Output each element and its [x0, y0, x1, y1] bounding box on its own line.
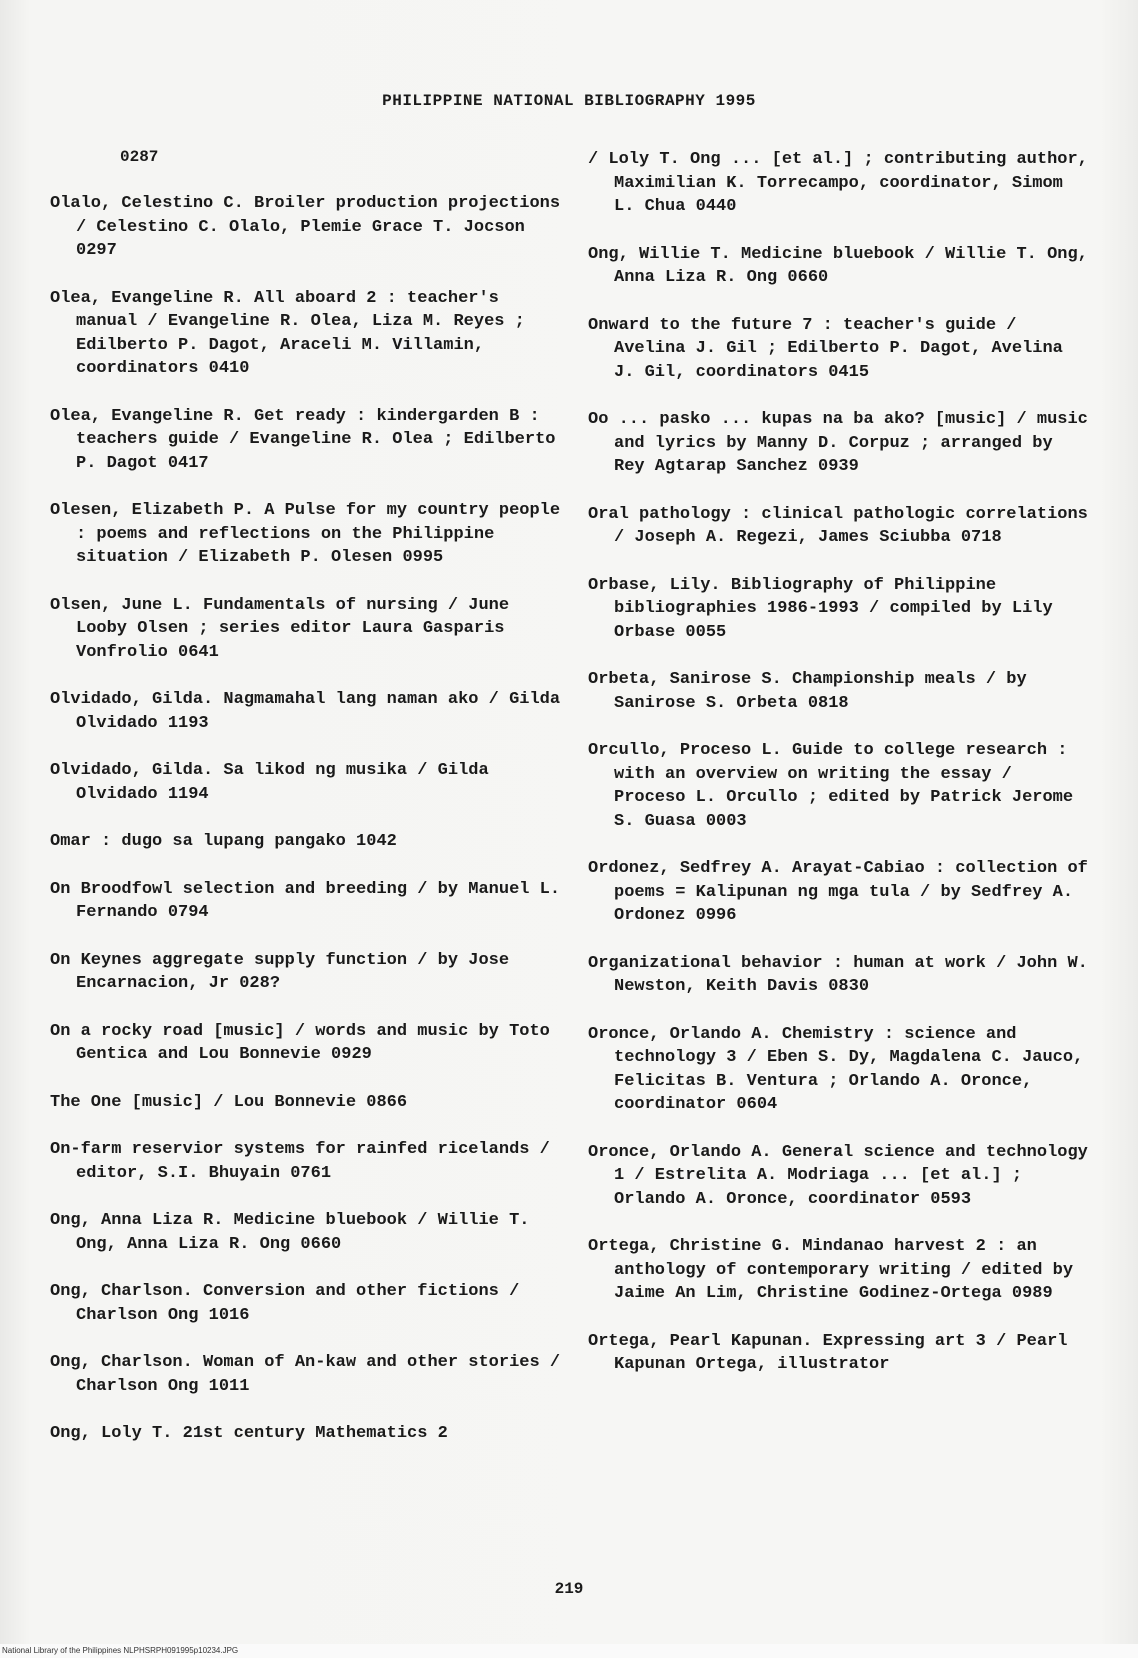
bib-entry: Ortega, Christine G. Mindanao harvest 2 : an anthology of contemporary writing / edited by Jaime An Lim, Christine Godinez-Ortega 0989 [588, 1237, 1084, 1303]
bib-entry: Olea, Evangeline R. Get ready : kindergarden B : teachers guide / Evangeline R. Olea ; Edilberto P. Dagot 0417 [50, 406, 566, 473]
bib-entry: Onward to the future 7 : teacher's guide / Avelina J. Gil ; Edilberto P. Dagot, Avelina J. Gil, coordinators 0415 [588, 315, 1074, 382]
bib-entry: Ordonez, Sedfrey A. Arayat-Cabiao : collection of poems = Kalipunan ng mga tula / by Sedfrey A. Ordonez 0996 [588, 859, 1099, 925]
bib-entry: Orbeta, Sanirose S. Championship meals / by Sanirose S. Orbeta 0818 [588, 670, 1037, 713]
page-header: PHILIPPINE NATIONAL BIBLIOGRAPHY 1995 [382, 92, 756, 110]
bib-entry: Olalo, Celestino C. Broiler production projections / Celestino C. Olalo, Plemie Grace T. Jocson 0297 [50, 194, 571, 260]
bib-entry: On a rocky road [music] / words and music by Toto Gentica and Lou Bonnevie 0929 [50, 1021, 561, 1064]
bib-entry: Olvidado, Gilda. Sa likod ng musika / Gilda Olvidado 1194 [50, 761, 499, 804]
left-column [50, 148, 570, 1470]
bib-entry: Olsen, June L. Fundamentals of nursing / June Looby Olsen ; series editor Laura Gasparis Vonfrolio 0641 [50, 595, 520, 662]
bib-entry: Oronce, Orlando A. Chemistry : science and technology 3 / Eben S. Dy, Magdalena C. Jauco, Felicitas B. Ventura ; Orlando A. Oronce, coordinator 0604 [588, 1024, 1094, 1114]
bib-entry: The One [music] / Lou Bonnevie 0866 [50, 1092, 408, 1112]
right-column [588, 148, 1099, 1401]
bib-entry: Organizational behavior : human at work / John W. Newston, Keith Davis 0830 [588, 953, 1099, 996]
start-number: 0287 [120, 148, 159, 166]
bib-entry: Omar : dugo sa lupang pangako 1042 [50, 832, 397, 851]
bib-entry: Oronce, Orlando A. General science and technology 1 / Estrelita A. Modriaga ... [et al.] ; Orlando A. Oronce, coordinator 0593 [588, 1142, 1099, 1209]
bib-entry: Oo ... pasko ... kupas na ba ako? [music] / music and lyrics by Manny D. Corpuz ; arranged by Rey Agtarap Sanchez 0939 [588, 410, 1099, 476]
bib-entry: Ong, Charlson. Woman of An-kaw and other stories / Charlson Ong 1011 [50, 1353, 571, 1396]
bib-entry: Orcullo, Proceso L. Guide to college research : with an overview on writing the essay / Proceso L. Orcullo ; edited by Patrick Jerome S. Guasa 0003 [588, 741, 1084, 831]
scan-footer: National Library of the Philippines NLPHSRPH091995p10234.JPG [0, 1644, 1138, 1658]
page-number: 219 [554, 1580, 584, 1598]
bib-entry: Olesen, Elizabeth P. A Pulse for my country people : poems and reflections on the Philippine situation / Elizabeth P. Olesen 0995 [50, 501, 571, 567]
bib-entry: Oral pathology : clinical pathologic correlations / Joseph A. Regezi, James Sciubba 0718 [588, 504, 1099, 547]
bib-entry: Olea, Evangeline R. All aboard 2 : teacher's manual / Evangeline R. Olea, Liza M. Reyes ; Edilberto P. Dagot, Araceli M. Villamin, coordinators 0410 [50, 288, 536, 378]
bib-entry: On Keynes aggregate supply function / by Jose Encarnacion, Jr 028? [50, 950, 520, 993]
bib-entry: Ong, Charlson. Conversion and other fictions / Charlson Ong 1016 [50, 1282, 530, 1325]
bib-entry-continuation: / Loly T. Ong ... [et al.] ; contributing author, Maximilian K. Torrecampo, coordinator, Simom L. Chua 0440 [588, 150, 1099, 216]
bib-entry: Ong, Willie T. Medicine bluebook / Willie T. Ong, Anna Liza R. Ong 0660 [588, 244, 1099, 287]
bib-entry: Orbase, Lily. Bibliography of Philippine bibliographies 1986-1993 / compiled by Lily Orbase 0055 [588, 575, 1063, 642]
bib-entry: Ortega, Pearl Kapunan. Expressing art 3 / Pearl Kapunan Ortega, illustrator [588, 1331, 1078, 1374]
bib-entry: Ong, Loly T. 21st century Mathematics 2 [50, 1424, 448, 1443]
bib-entry: Ong, Anna Liza R. Medicine bluebook / Willie T. Ong, Anna Liza R. Ong 0660 [50, 1211, 540, 1254]
bib-entry: Olvidado, Gilda. Nagmamahal lang naman ako / Gilda Olvidado 1193 [50, 690, 571, 733]
bib-entry: On Broodfowl selection and breeding / by Manuel L. Fernando 0794 [50, 879, 571, 922]
bib-entry: On-farm reservior systems for rainfed ricelands / editor, S.I. Bhuyain 0761 [50, 1140, 561, 1183]
